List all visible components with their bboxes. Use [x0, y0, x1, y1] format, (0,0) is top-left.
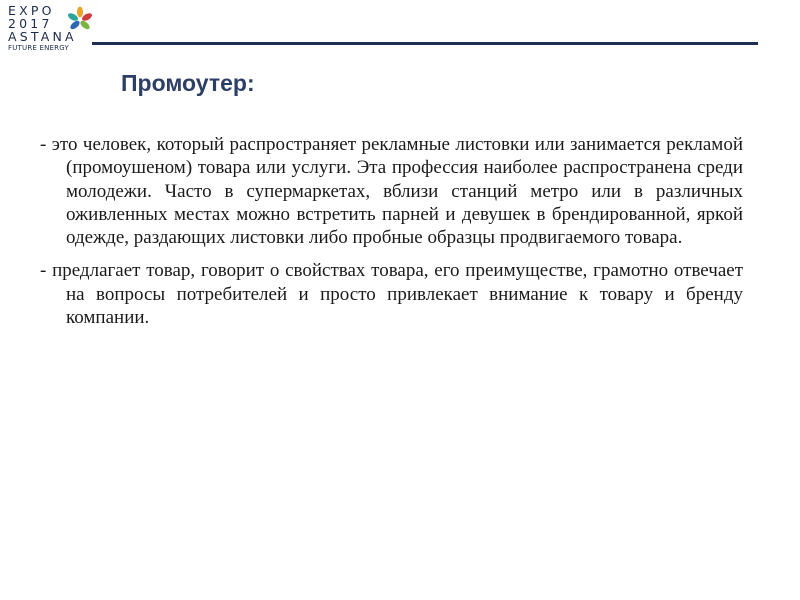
expo-2017-logo [8, 4, 92, 58]
expo-flower-icon [66, 6, 94, 32]
slide-body [40, 133, 743, 339]
logo-line-city: ASTANA [8, 29, 77, 44]
logo-subtitle: FUTURE ENERGY [8, 44, 69, 52]
logo-line-year: 2017 [8, 16, 53, 31]
header-rule [92, 42, 758, 45]
paragraph-definition: - это человек, который распространяет рекламные листовки или занимается рекламой (промоушеном) товара или услуги. Эта профессия наиболее распространена среди молодежи. Часто в супермаркетах, вблизи станций метро или в различных оживленных местах можно встретить парней и девушек в брендированной, яркой одежде, раздающих листовки либо пробные образцы продвигаемого товара. [40, 134, 743, 249]
slide-title: Промоутер: [121, 70, 255, 96]
logo-line-expo: EXPO [8, 3, 55, 18]
paragraph-duties: - предлагает товар, говорит о свойствах товара, его преимуществе, грамотно отвечает на вопросы потребителей и просто привлекает внимание к товару и бренду компании. [40, 260, 743, 329]
